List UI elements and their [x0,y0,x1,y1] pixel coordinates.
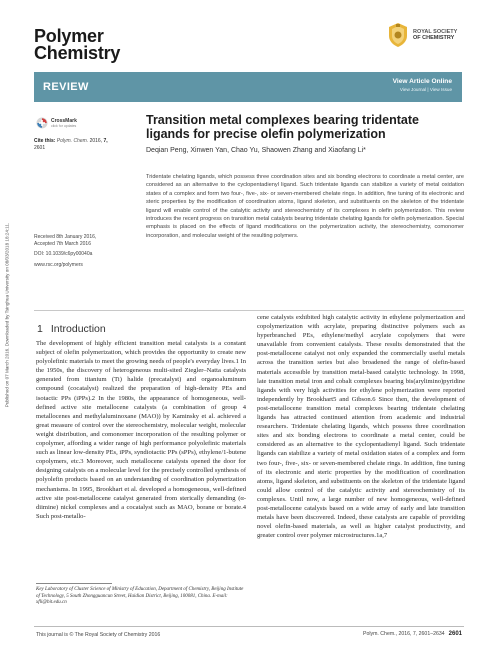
view-article-online-link[interactable]: View Article Online [392,78,452,85]
section-header-bar [34,72,462,102]
cite-year: 2016, [89,138,103,144]
footnote-divider [36,583,112,584]
abstract-divider [34,310,464,311]
rsc-seal-icon [387,22,409,48]
crossmark-sub: click for updates [51,124,77,128]
article-authors: Deqian Peng, Xinwen Yan, Chao Yu, Shaowen Zhang and Xiaofang Li* [146,147,366,154]
footer-copyright: This journal is © The Royal Society of Chemistry 2016 [36,632,161,638]
crossmark-label: CrossMark [51,118,77,124]
article-title: Transition metal complexes bearing tridentate ligands for precise olefin polymerization [146,113,419,141]
footer-journal-ref: Polym. Chem., 2016, 7, 2601–2634 [363,631,445,637]
section-number: 1 [37,323,43,335]
crossmark-badge[interactable] [36,117,77,129]
article-abstract: Tridentate chelating ligands, which possess three coordination sites and six bonding electrons to coordinate a metal center, are considered as an alternative to the cyclopentadienyl ligand. Such tridentate ligands can stabilize a variety of metal oxidation states of a complex and form two four-, five-, six- or seven-membered chelate rings. In addition, fine tuning of its electronic and steric properties by the modification of coordination atoms, ligand skeleton, and substituents on the skeleton of the tridentate ligand will enable control of the catalytic activity and stereochemistry of its complexes in olefin polymerization. This review introduces the recent progress on transition metal catalysts bearing tridentate chelating ligands for olefin polymerization. Special emphasis is placed on the effects of ligand modifications on the polymerization activity, the stereochemistry, comonomer incorporation, and molecular weight of the resulting polymers. [146,174,464,239]
crossmark-icon [36,117,48,129]
side-note-text: Published on 07 March 2016. Downloaded by Tsinghua University on 08/03/2018 18:24:11. [4,222,10,408]
footer-divider [34,626,464,627]
section-label: REVIEW [43,81,89,93]
body-text-left-column: The development of highly efficient transition metal catalysts is a constant subject of olefin polymerization, which provides the opportunity to create new polyolefinic materials to meet the growing needs of people's everyday lives.1 In the 1950s, the discovery of heterogeneous multi-sited Ziegler–Natta catalysts generated from titanium (Ti) halide (precatalyst) and organoaluminum compound (cocatalyst) realized the preparation of high-density PEs and isotactic PPs (iPPs).2 In the 1980s, the appearance of homogeneous, well-defined active site metallocene catalysts (a combination of group 4 metallocenes and methylaluminoxane (MAO)) by Kaminsky et al. achieved a great measure of control over the stereochemistry, molecular weight, molecular weight distribution, and comonomer incorporation of the resulting polymer or copolymer, affording a wider range of high performance polyolefinic materials such as linear low-density PEs, iPPs, syndiotactic PPs (sPPs), ethylene/1-butene copolymers, etc.3 Moreover, such metallocene catalysts opened the door for designing catalysts on a molecular level for the precisely controlled synthesis of polyolefin products based on an understanding of coordination polymerization mechanisms. In 1995, Brookhart et al. developed a homogeneous, well-defined active site post-metallocene catalyst generated from sterically demanding (α-diimine) nickel complexes and a cocatalyst such as MAO, borane or borate.4 Such post-metallo- [36,340,246,520]
publisher-name [413,29,457,42]
publisher-name-line2: OF CHEMISTRY [413,35,455,41]
view-online-links [393,78,452,92]
publisher-name-line1: ROYAL SOCIETY [413,28,458,35]
cite-pages: 2601 [34,144,46,151]
view-journal-issue-links[interactable]: View Journal | View Issue [399,87,452,92]
publisher-logo[interactable] [387,22,457,48]
cite-label: Cite this: [34,138,56,144]
citation-info [34,138,134,151]
affiliation-footnote: Key Laboratory of Cluster Science of Ministry of Education, Department of Chemistry, Beijing Institute of Technology, 5 South Zhongguancun Street, Haidian District, Beijing, 100081, China. E-mail: xfli@bit.edu.cn [36,587,244,605]
article-history [34,234,134,268]
cite-journal[interactable]: Polym. Chem. [56,138,89,144]
journal-url-link[interactable]: www.rsc.org/polymers [34,261,83,268]
download-side-note [2,150,12,480]
accepted-date: Accepted 7th March 2016 [34,240,91,247]
received-date: Received 8th January 2016, [34,234,97,240]
cite-volume: 7, [103,138,108,144]
page-number: 2601 [448,631,462,637]
journal-name-line2: Chemistry [34,43,121,63]
section-title: Introduction [50,323,106,335]
journal-name-line1: Polymer [34,26,104,46]
doi-link[interactable]: DOI: 10.1039/c6py00040a [34,251,93,258]
journal-name[interactable] [34,28,120,62]
body-text-right-column: cene catalysts exhibited high catalytic activity in ethylene polymerization and copolymerization with acrylate, preparing distinctive polymers such as hyperbranched PEs, ethylene/methyl acrylate copolymers that were unavailable from convenient catalysts. These results demonstrated that the post-metallocene catalyst not only expanded the commercially useful metals across the transition series but also broadened the range of olefin-based materials accessible by transition metal-based catalytic technology. In 1998, late transition metal iron and cobalt complexes bearing bis(arylimino)pyridine ligands with very high activities for ethylene polymerization were reported independently by Brookhart5 and Gibson.6 Since then, the development of post-metallocene transition metal complexes bearing tridentate chelating ligands has attracted continued attention from academic and industrial researchers. Tridentate chelating ligands, which possess three coordination sites and six bonding electrons to coordinate a metal center, could be considered as an alternative to the cyclopentadienyl ligand. Such tridentate ligands can stabilize a variety of metal oxidation states of a complex and form two four-, five-, six- or seven-membered chelate rings. In addition, fine tuning of its electronic and steric properties by the modification of coordination atoms, ligand skeleton, and substituents on the skeleton of the tridentate ligand could allow control of the catalytic activity and stereochemistry of its complexes. Until now, a large number of new homogeneous, well-defined post-metallocene catalysts based on a wide array of early and late transition metals have been discovered. Indeed, these catalysts are capable of providing novel olefin-based materials, as well as higher catalyst productivity, and greater control over polymer microstructures.1a,7 [257,314,465,540]
footer-citation [363,631,462,637]
section-heading-introduction [37,323,106,335]
